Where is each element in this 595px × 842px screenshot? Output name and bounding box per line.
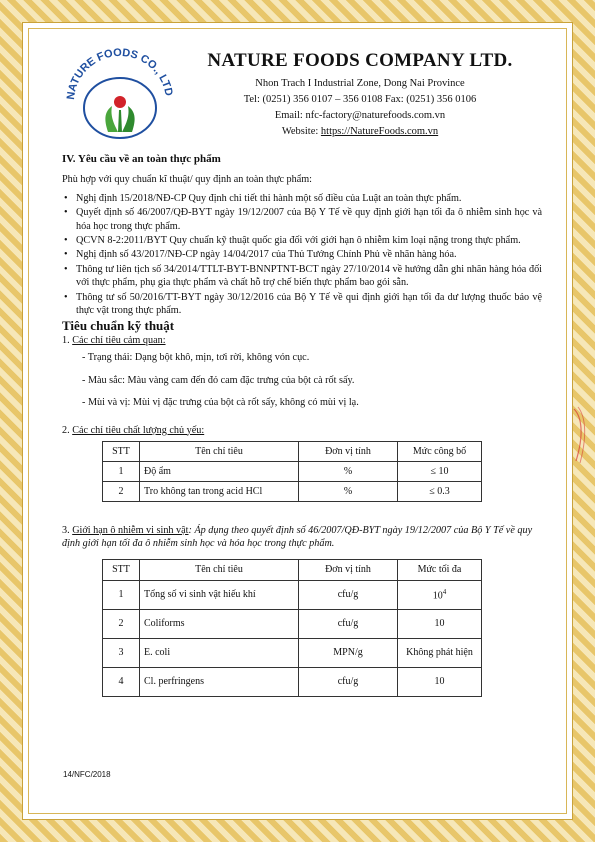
regulation-list	[62, 192, 542, 318]
table-cell: 10	[398, 609, 482, 638]
table-cell: 3	[103, 638, 140, 667]
sensory-number: 1.	[62, 334, 73, 346]
list-item: - Trạng thái: Dạng bột khô, mịn, tơi rời, không vón cục.	[82, 352, 310, 364]
table-cell: cfu/g	[299, 580, 398, 609]
list-item: - Mùi và vị: Mùi vị đặc trưng của bột cà rốt sấy, không có mùi vị lạ.	[82, 397, 359, 409]
table-header-cell: Đơn vị tính	[299, 441, 398, 461]
list-item: • QCVN 8-2:2011/BYT Quy chuẩn kỹ thuật quốc gia đối với giới hạn ô nhiễm kim loại nặng trong thực phẩm.	[62, 234, 542, 247]
table-row	[103, 609, 482, 638]
quality-heading	[62, 424, 542, 437]
value-exponent: 4	[442, 588, 447, 597]
document-code: 14/NFC/2018	[63, 770, 111, 779]
micro-number: 3.	[62, 524, 73, 536]
website-link[interactable]: https://NatureFoods.com.vn	[320, 126, 439, 137]
list-item: • Thông tư số 50/2016/TT-BYT ngày 30/12/2016 của Bộ Y Tế về qui định giới hạn tối đa dư lượng thuốc bảo vệ thực vật trong thực phẩm.	[62, 291, 542, 318]
list-item: • Nghị định số 43/2017/NĐ-CP ngày 14/04/2017 của Thủ Tướng Chính Phủ về nhãn hàng hóa.	[62, 248, 542, 261]
table-header-cell: Tên chỉ tiêu	[140, 441, 299, 461]
table-header-row	[103, 559, 482, 580]
quality-number: 2.	[62, 424, 73, 436]
table-cell: 4	[103, 667, 140, 696]
table-cell: Tro không tan trong acid HCl	[140, 481, 299, 501]
table-cell: 1	[103, 461, 140, 481]
list-item: • Nghị định 15/2018/NĐ-CP Quy định chi tiết thi hành một số điều của Luật an toàn thực phẩm.	[62, 192, 542, 205]
table-header-cell: STT	[103, 559, 140, 580]
list-item: • Thông tư liên tịch số 34/2014/TTLT-BYT-BNNPTNT-BCT ngày 27/10/2014 về hướng dẫn ghi nhãn hàng hóa đối với thực phẩm, phụ gia thực phẩm và chất hỗ trợ chế biến thực phẩm bao gói sẵn.	[62, 263, 542, 290]
micro-heading-text: Giới hạn ô nhiễm vi sinh vật	[72, 524, 189, 536]
table-cell: ≤ 10	[398, 461, 482, 481]
company-logo	[60, 40, 180, 150]
document-body	[62, 153, 542, 697]
company-name: NATURE FOODS COMPANY LTD.	[207, 50, 513, 71]
list-item: • Quyết định số 46/2007/QĐ-BYT ngày 19/12/2007 của Bộ Y Tế về quy định giới hạn tối đa ô nhiễm sinh học và hóa học trong thực phẩm.	[62, 206, 542, 233]
table-cell: %	[299, 481, 398, 501]
section-title: IV. Yêu cầu về an toàn thực phẩm	[62, 153, 221, 165]
table-cell: Độ ẩm	[140, 461, 299, 481]
company-phone: Tel: (0251) 356 0107 – 356 0108 Fax: (0251) 356 0106	[243, 94, 477, 105]
table-cell: 1	[103, 580, 140, 609]
value-base: 10	[432, 590, 443, 602]
website-label: Website:	[281, 126, 321, 137]
table-cell: cfu/g	[299, 667, 398, 696]
table-cell: 10	[398, 667, 482, 696]
table-header-row	[103, 441, 482, 461]
table-header-cell: STT	[103, 441, 140, 461]
table-cell: cfu/g	[299, 609, 398, 638]
company-website	[190, 124, 530, 140]
table-cell: Cl. perfringens	[140, 667, 299, 696]
table-cell: Coliforms	[140, 609, 299, 638]
table-cell: ≤ 0.3	[398, 481, 482, 501]
micro-note: : Áp dụng theo quyết định số 46/2007/QĐ-BYT ngày 19/12/2007 của Bộ Y Tế về quy định giới hạn tối đa ô nhiễm sinh học và hóa học trong thực phẩm.	[62, 524, 533, 550]
table-row	[103, 481, 482, 501]
table-header-cell: Mức công bố	[398, 441, 482, 461]
company-header	[190, 50, 530, 140]
micro-heading	[62, 524, 542, 551]
standards-title: Tiêu chuẩn kỹ thuật	[62, 318, 175, 334]
section-intro: Phù hợp với quy chuẩn kĩ thuật/ quy định an toàn thực phẩm:	[62, 174, 313, 186]
table-cell: MPN/g	[299, 638, 398, 667]
table-row	[103, 580, 482, 609]
sensory-heading-text: Các chỉ tiêu cảm quan:	[72, 334, 166, 346]
table-cell: 2	[103, 609, 140, 638]
list-item: - Màu sắc: Màu vàng cam đến đỏ cam đặc trưng của bột cà rốt sấy.	[82, 374, 355, 386]
table-cell: Không phát hiện	[398, 638, 482, 667]
company-address: Nhon Trach I Industrial Zone, Dong Nai Province	[255, 78, 465, 89]
table-header-cell: Tên chỉ tiêu	[140, 559, 299, 580]
sensory-list	[62, 351, 542, 409]
table-cell: Tổng số vi sinh vật hiếu khí	[140, 580, 299, 609]
table-cell	[398, 580, 482, 609]
table-row	[103, 667, 482, 696]
table-cell: 2	[103, 481, 140, 501]
sensory-heading	[62, 334, 542, 347]
table-header-cell: Đơn vị tính	[299, 559, 398, 580]
table-row	[103, 638, 482, 667]
table-cell: %	[299, 461, 398, 481]
table-cell: E. coli	[140, 638, 299, 667]
micro-table	[102, 559, 482, 697]
quality-heading-text: Các chỉ tiêu chất lượng chủ yếu:	[72, 424, 205, 436]
company-email: Email: nfc-factory@naturefoods.com.vn	[274, 110, 446, 121]
logo-lettering: NATURE FOODS CO., LTD	[64, 46, 175, 101]
quality-table	[102, 441, 482, 502]
table-row	[103, 461, 482, 481]
table-header-cell: Mức tối đa	[398, 559, 482, 580]
stamp-fragment	[572, 405, 588, 465]
